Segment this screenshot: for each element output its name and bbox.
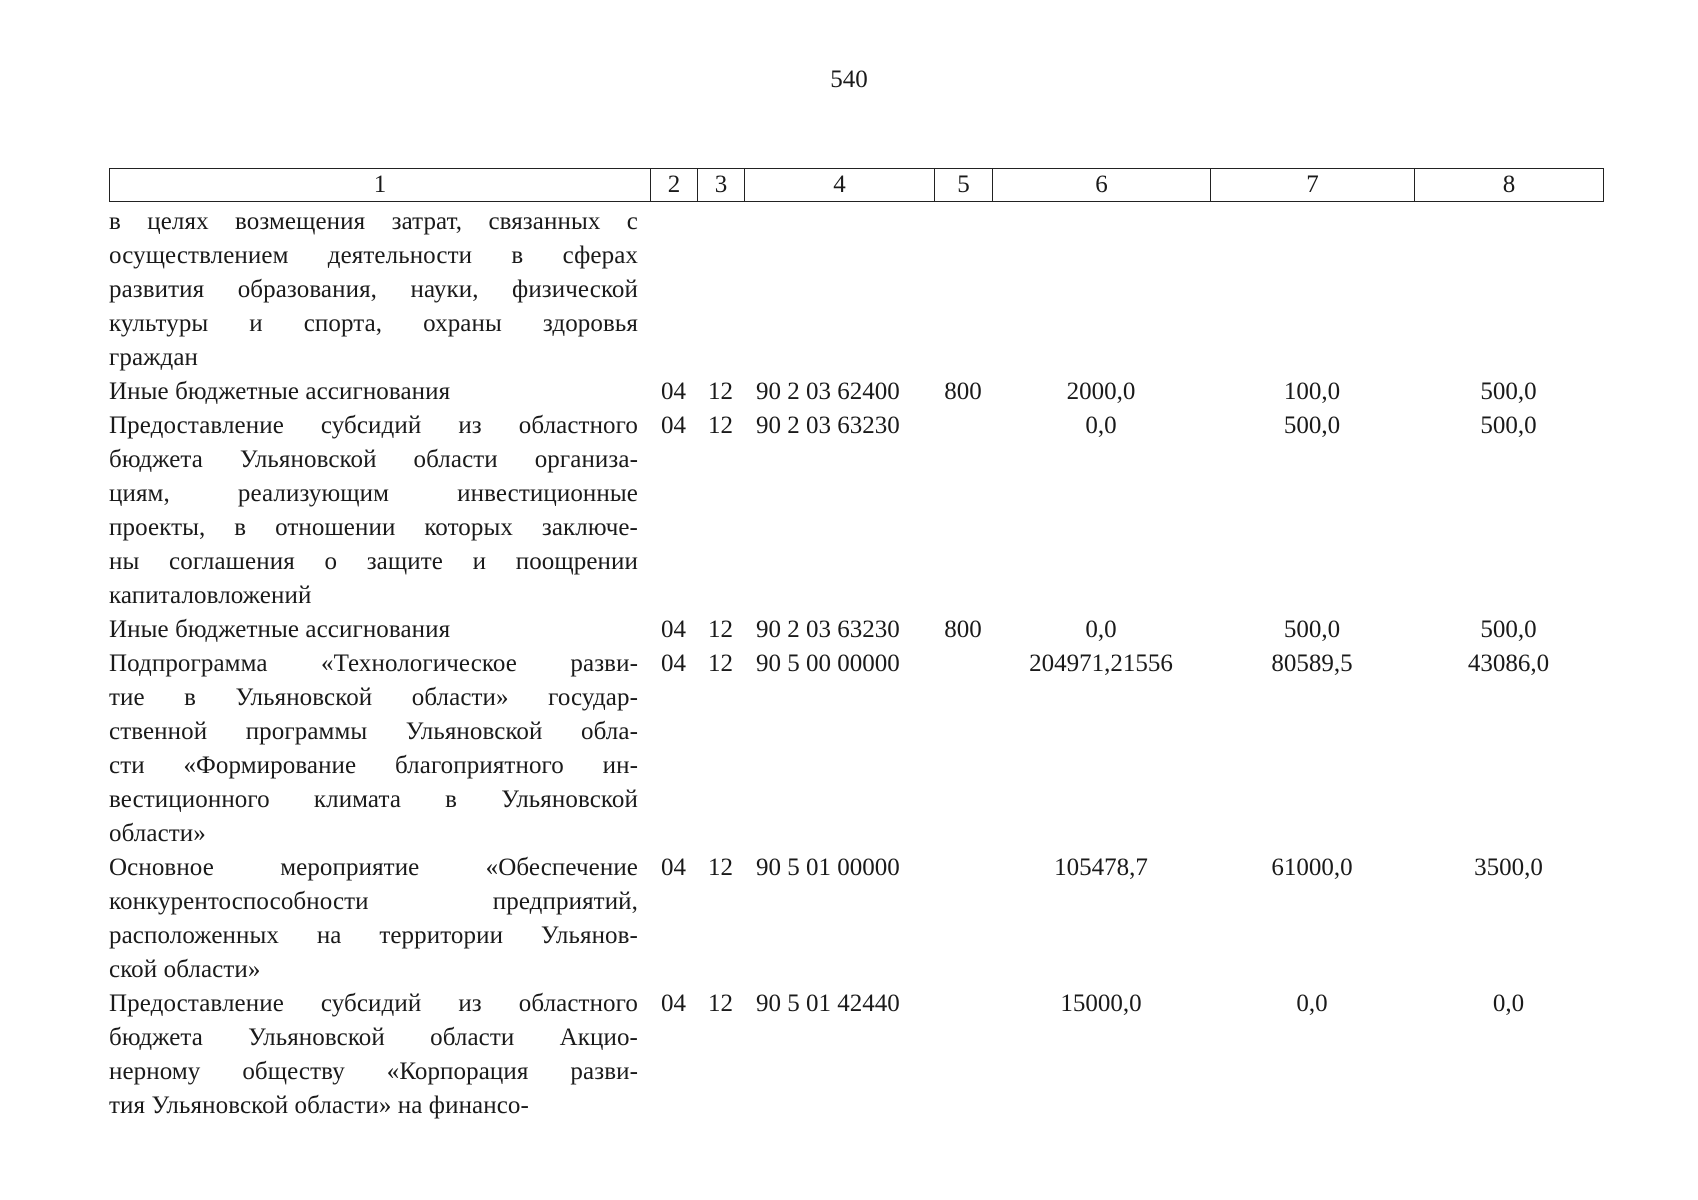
cell-c8: 3500,0 <box>1474 854 1543 881</box>
description-line: бюджета Ульяновской области Акцио- <box>109 1024 638 1051</box>
description-line: тие в Ульяновской области» государ- <box>109 684 638 711</box>
description-line: культуры и спорта, охраны здоровья <box>109 310 638 337</box>
row-description <box>109 647 650 851</box>
description-line: вестиционного климата в Ульяновской <box>109 786 638 813</box>
cell-c8: 500,0 <box>1480 378 1537 405</box>
cell-c4: 90 5 01 42440 <box>756 990 900 1017</box>
cell-c4: 90 2 03 63230 <box>756 412 900 439</box>
description-line: расположенных на территории Ульянов- <box>109 922 638 949</box>
cell-c8: 43086,0 <box>1467 650 1550 677</box>
header-cell-1: 1 <box>110 169 651 202</box>
row-description <box>109 613 650 647</box>
description-line: развития образования, науки, физической <box>109 276 638 303</box>
cell-c2: 04 <box>661 378 686 405</box>
cell-c3 <box>697 205 744 375</box>
cell-c5 <box>934 409 992 613</box>
cell-c2: 04 <box>661 854 686 881</box>
table-row <box>109 647 1603 851</box>
header-cell-2: 2 <box>651 169 698 202</box>
cell-c2: 04 <box>661 990 686 1017</box>
cell-c6: 0,0 <box>1085 412 1117 439</box>
description-line: Предоставление субсидий из областного <box>109 412 638 439</box>
cell-c7: 500,0 <box>1283 412 1341 439</box>
cell-c3: 12 <box>708 616 733 643</box>
row-description <box>109 375 650 409</box>
description-line: осуществлением деятельности в сферах <box>109 242 638 269</box>
cell-c4 <box>744 205 934 375</box>
description-line: тия Ульяновской области» на финансо- <box>109 1092 529 1119</box>
table-row <box>109 987 1603 1123</box>
description-line: Основное мероприятие «Обеспечение <box>109 854 638 881</box>
cell-c6: 2000,0 <box>1066 378 1136 405</box>
cell-c6: 204971,21556 <box>1029 650 1173 677</box>
cell-c2: 04 <box>661 616 686 643</box>
row-description <box>109 851 650 987</box>
cell-c4: 90 5 01 00000 <box>756 854 900 881</box>
cell-c8: 500,0 <box>1480 412 1537 439</box>
header-cell-5: 5 <box>935 169 993 202</box>
description-line: сти «Формирование благоприятного ин- <box>109 752 638 779</box>
description-line: в целях возмещения затрат, связанных с <box>109 208 638 235</box>
cell-c5: 800 <box>944 378 982 405</box>
row-description <box>109 987 650 1123</box>
description-line: проекты, в отношении которых заключе- <box>109 514 638 541</box>
cell-c4: 90 2 03 63230 <box>756 616 900 643</box>
description-line: ской области» <box>109 956 261 983</box>
cell-c8 <box>1414 205 1603 375</box>
description-line: бюджета Ульяновской области организа- <box>109 446 638 473</box>
table-row <box>109 851 1603 987</box>
cell-c6: 105478,7 <box>1054 854 1148 881</box>
header-cell-6: 6 <box>993 169 1211 202</box>
table-row <box>109 205 1603 375</box>
page-number: 540 <box>830 66 868 93</box>
cell-c3: 12 <box>708 412 733 439</box>
cell-c5: 800 <box>944 616 982 643</box>
description-line: Предоставление субсидий из областного <box>109 990 638 1017</box>
budget-table <box>109 205 1603 1123</box>
table-header <box>109 168 1604 202</box>
cell-c5 <box>934 647 992 851</box>
cell-c5 <box>934 987 992 1123</box>
cell-c4: 90 5 00 00000 <box>756 650 900 677</box>
header-row <box>110 169 1604 202</box>
cell-c2: 04 <box>661 650 686 677</box>
cell-c3: 12 <box>708 650 733 677</box>
cell-c6: 15000,0 <box>1060 990 1142 1017</box>
cell-c6 <box>992 205 1210 375</box>
header-cell-8: 8 <box>1415 169 1604 202</box>
description-line: области» <box>109 820 206 847</box>
cell-c4: 90 2 03 62400 <box>756 378 900 405</box>
description-line: Подпрограмма «Технологическое разви- <box>109 650 638 677</box>
description-line: конкурентоспособности предприятий, <box>109 888 638 915</box>
table-row <box>109 409 1603 613</box>
table-row <box>109 375 1603 409</box>
description-line: капиталовложений <box>109 582 312 609</box>
description-line: ны соглашения о защите и поощрении <box>109 548 638 575</box>
cell-c3: 12 <box>708 854 733 881</box>
cell-c5 <box>934 851 992 987</box>
description-line: Иные бюджетные ассигнования <box>109 378 451 405</box>
cell-c6: 0,0 <box>1085 616 1117 643</box>
row-description <box>109 409 650 613</box>
description-line: циям, реализующим инвестиционные <box>109 480 638 507</box>
table-row <box>109 613 1603 647</box>
description-line: граждан <box>109 344 199 371</box>
cell-c2 <box>650 205 697 375</box>
cell-c5 <box>934 205 992 375</box>
cell-c7: 80589,5 <box>1271 650 1353 677</box>
description-line: нерному обществу «Корпорация разви- <box>109 1058 638 1085</box>
cell-c3: 12 <box>708 990 733 1017</box>
cell-c7: 500,0 <box>1283 616 1341 643</box>
row-description <box>109 205 650 375</box>
cell-c7: 100,0 <box>1283 378 1341 405</box>
cell-c7: 0,0 <box>1296 990 1328 1017</box>
description-line: ственной программы Ульяновской обла- <box>109 718 638 745</box>
cell-c7: 61000,0 <box>1271 854 1353 881</box>
header-cell-7: 7 <box>1211 169 1415 202</box>
header-cell-3: 3 <box>698 169 745 202</box>
cell-c8: 0,0 <box>1492 990 1525 1017</box>
cell-c3: 12 <box>708 378 733 405</box>
cell-c2: 04 <box>661 412 686 439</box>
description-line: Иные бюджетные ассигнования <box>109 616 451 643</box>
cell-c7 <box>1210 205 1414 375</box>
cell-c8: 500,0 <box>1480 616 1537 643</box>
header-cell-4: 4 <box>745 169 935 202</box>
